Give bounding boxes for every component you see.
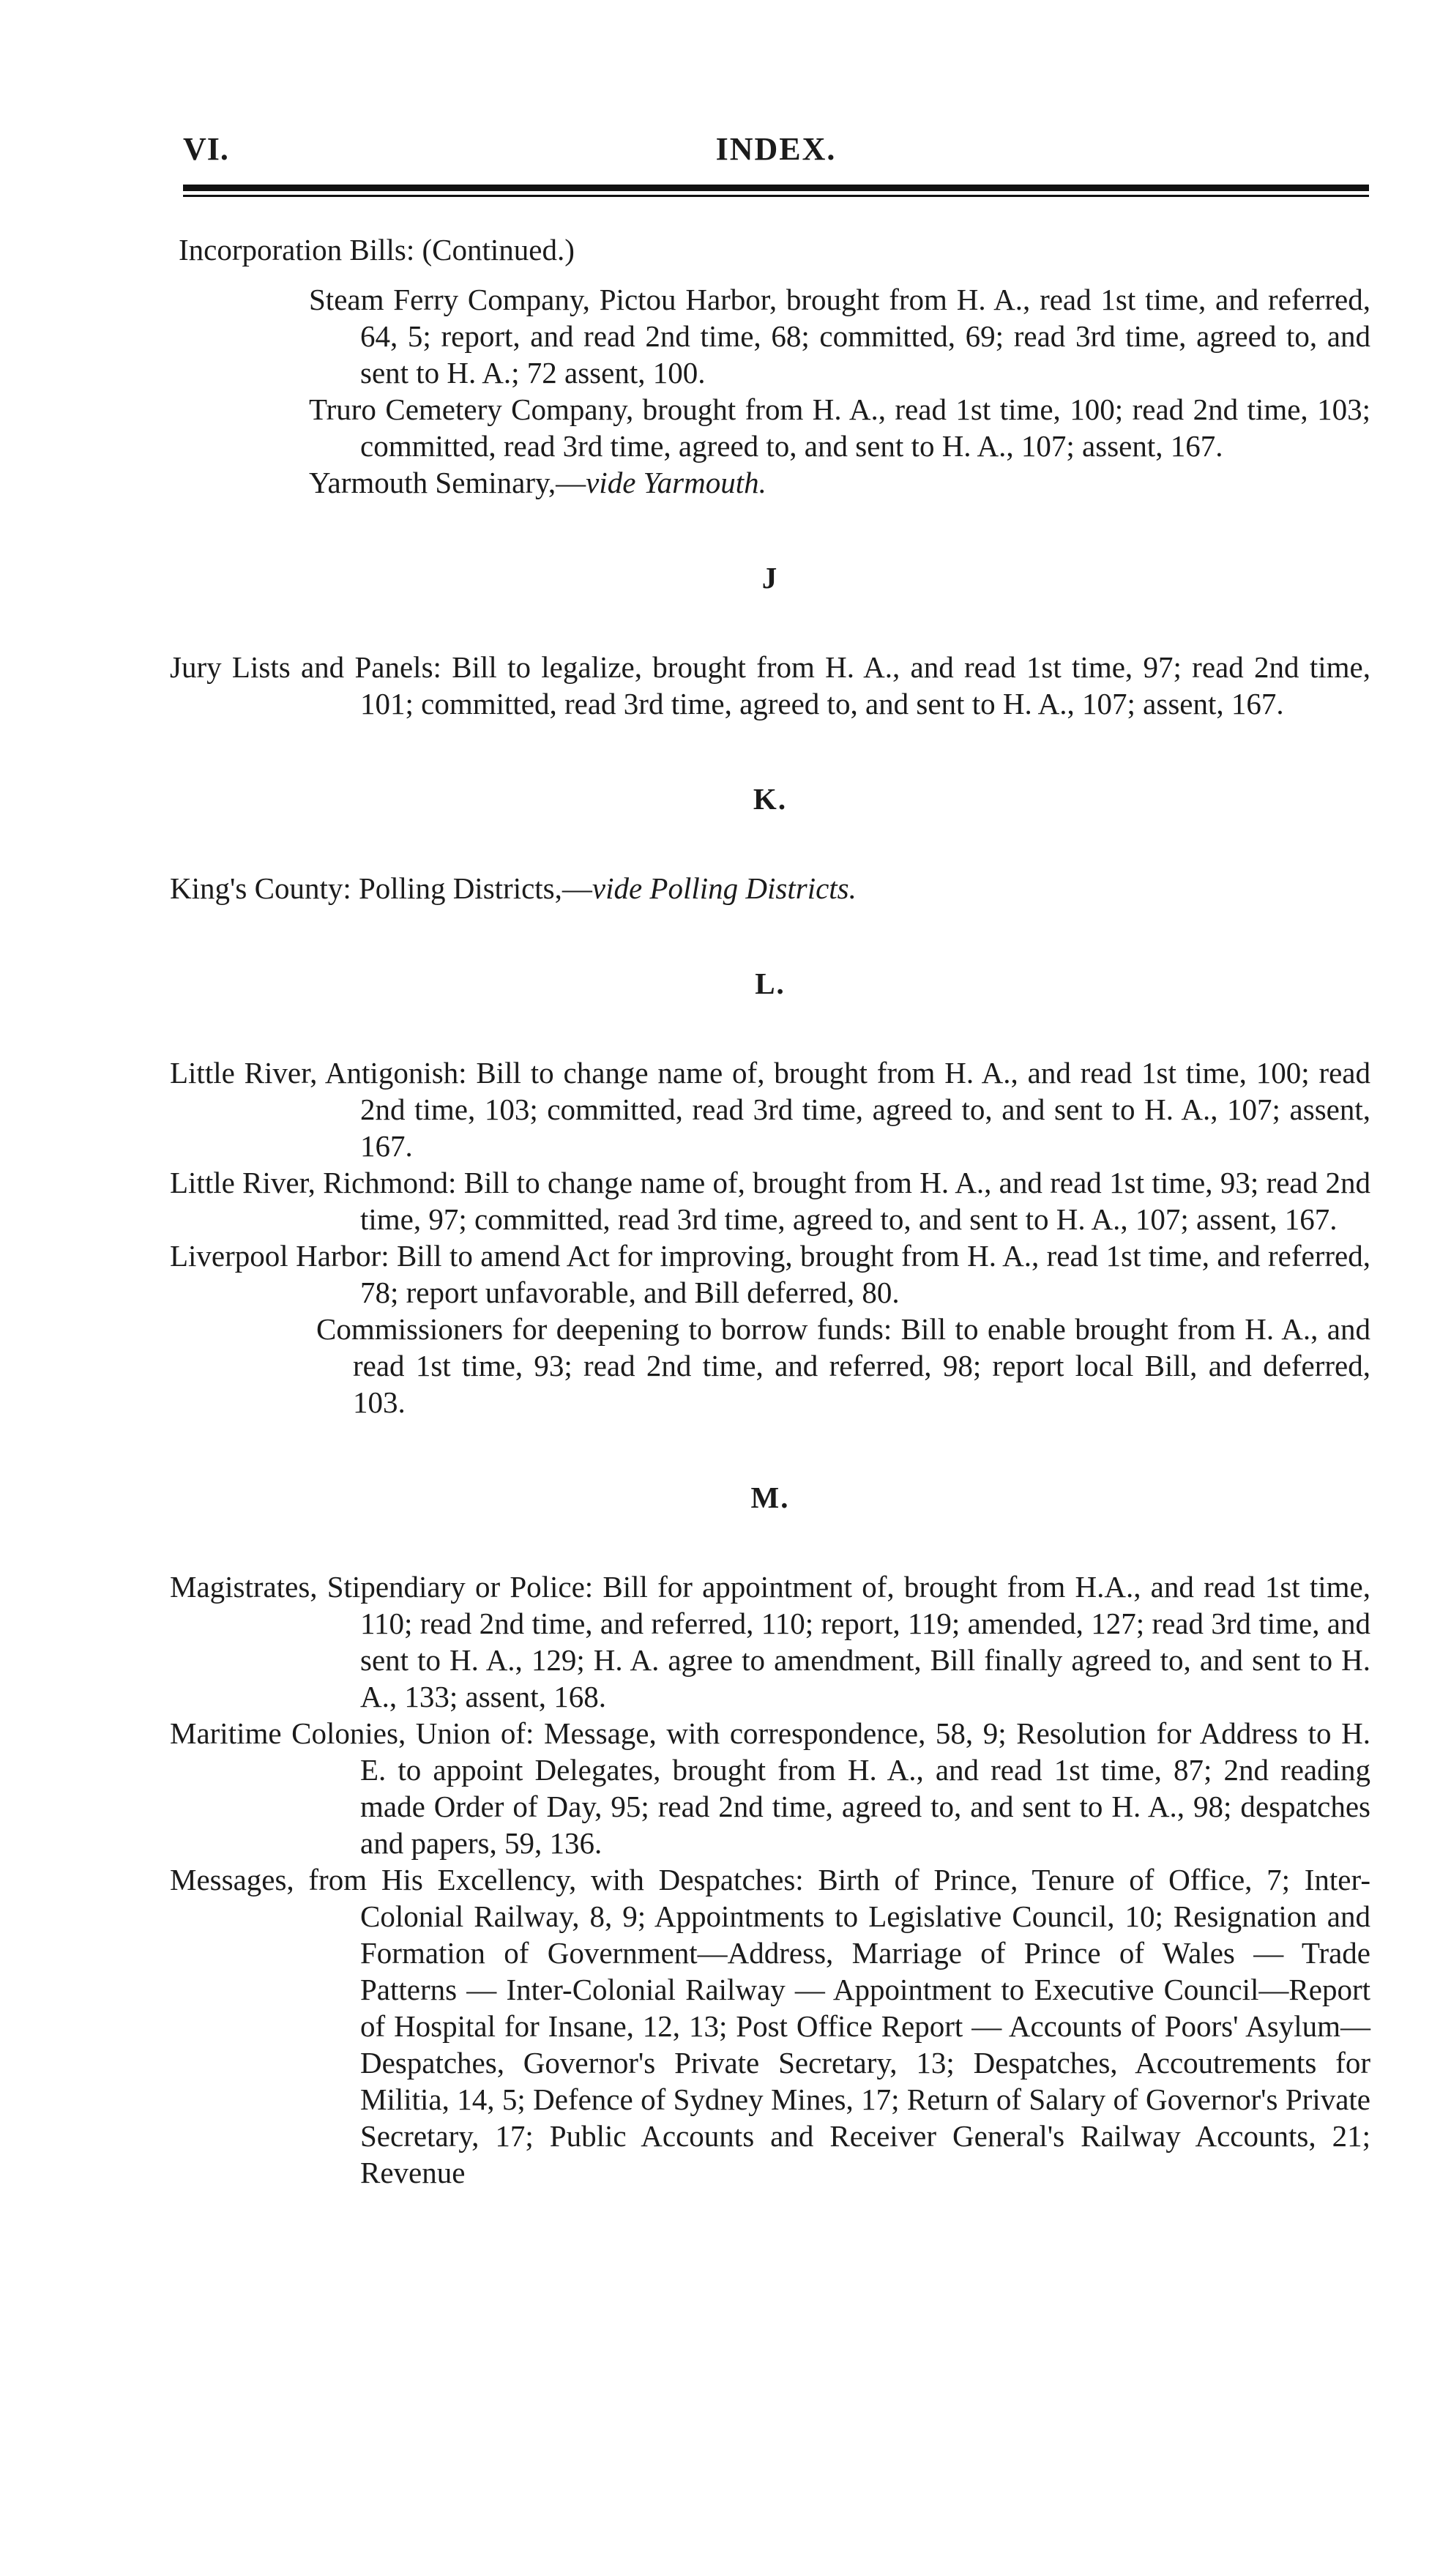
entry-magistrates: Magistrates, Stipendiary or Police: Bill for appointment of, brought from H.A., and read 1st time, 110; read 2nd time, and referred, 110; report, 119; amended, 127; read 3rd time, and sent to H. A., 129; H. A. agree to amendment, Bill finally agreed to, and sent to H. A., 133; assent, 168. (170, 1570, 1370, 1713)
entry-kings-county (170, 870, 1370, 907)
entry-yarmouth-seminary (170, 464, 1370, 501)
index-body (170, 231, 1370, 2191)
section-letter-k: K. (753, 782, 788, 816)
header-rule-thick (183, 185, 1369, 191)
entry-truro-cemetery-company: Truro Cemetery Company, brought from H. A., read 1st time, 100; read 2nd time, 103; committed, read 3rd time, agreed to, and sent to H. A., 107; assent, 167. (309, 392, 1370, 463)
cross-reference: vide Polling Districts. (592, 871, 857, 905)
running-head (183, 130, 1369, 174)
page-title: INDEX. (715, 131, 837, 167)
entry-messages: Messages, from His Excellency, with Despatches: Birth of Prince, Tenure of Office, 7; Inter-Colonial Railway, 8, 9; Appointments to Legislative Council, 10; Resignation and Formation of Government—Address, Marriage of Prince of Wales — Trade Patterns — Inter-Colonial Railway — Appointment to Executive Council—Report of Hospital for Insane, 12, 13; Post Office Report — Accounts of Poors' Asylum—Despatches, Governor's Private Secretary, 13; Despatches, Accoutrements for Militia, 14, 5; Defence of Sydney Mines, 17; Return of Salary of Governor's Private Secretary, 17; Public Accounts and Receiver General's Railway Accounts, 21; Revenue (170, 1863, 1370, 2189)
entry-text: Yarmouth Seminary,— (309, 466, 586, 499)
entry-maritime-colonies: Maritime Colonies, Union of: Message, with correspondence, 58, 9; Resolution for Address to H. E. to appoint Delegates, brought from H. A., and read 1st time, 87; 2nd reading made Order of Day, 95; read 2nd time, agreed to, and sent to H. A., 98; despatches and papers, 59, 136. (170, 1716, 1370, 1860)
entry-text: King's County: Polling Districts,— (170, 871, 592, 905)
cross-reference: vide Yarmouth. (586, 466, 766, 499)
entry-liverpool-harbor: Liverpool Harbor: Bill to amend Act for improving, brought from H. A., read 1st time, and referred, 78; report unfavorable, and Bill deferred, 80. (170, 1239, 1370, 1309)
continued-heading: Incorporation Bills: (Continued.) (179, 233, 575, 267)
header-rule-thin (183, 195, 1369, 197)
entry-little-river-richmond: Little River, Richmond: Bill to change name of, brought from H. A., and read 1st time, 93; read 2nd time, 97; committed, read 3rd time, agreed to, and sent to H. A., 107; assent, 167. (170, 1166, 1370, 1236)
section-letter-j: J (761, 561, 779, 595)
page-folio: VI. (183, 131, 229, 167)
section-letter-m: M. (750, 1481, 790, 1514)
section-letter-l: L. (755, 967, 786, 1000)
entry-liverpool-commissioners: Commissioners for deepening to borrow funds: Bill to enable brought from H. A., and read 1st time, 93; read 2nd time, and referred, 98; report local Bill, and deferred, 103. (316, 1312, 1370, 1419)
entry-steam-ferry-company: Steam Ferry Company, Pictou Harbor, brought from H. A., read 1st time, and referred, 64, 5; report, and read 2nd time, 68; committed, 69; read 3rd time, agreed to, and sent to H. A.; 72 assent, 100. (309, 283, 1370, 390)
entry-jury-lists: Jury Lists and Panels: Bill to legalize, brought from H. A., and read 1st time, 97; read 2nd time, 101; committed, read 3rd time, agreed to, and sent to H. A., 107; assent, 167. (170, 650, 1370, 721)
entry-little-river-antigonish: Little River, Antigonish: Bill to change name of, brought from H. A., and read 1st time, 100; read 2nd time, 103; committed, read 3rd time, agreed to, and sent to H. A., 107; assent, 167. (170, 1056, 1370, 1163)
